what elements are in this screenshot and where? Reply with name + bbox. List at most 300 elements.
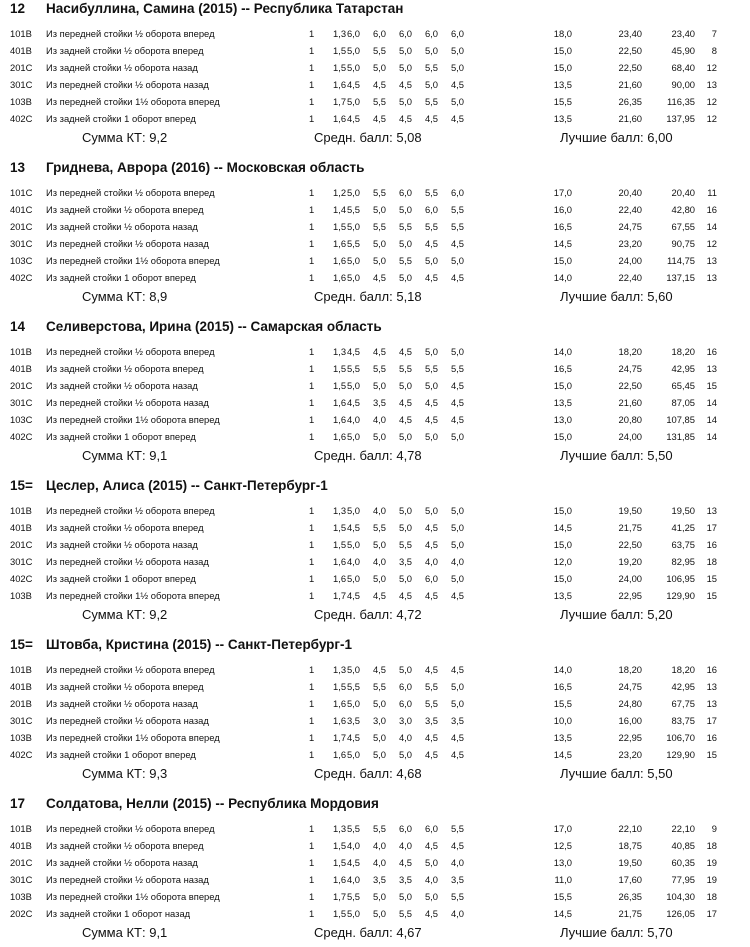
raw-sum: 14,0 [553,272,572,283]
kt-sum [82,925,167,940]
dive-description: Из передней стойки ½ оборота назад [46,79,209,90]
running-total: 23,40 [671,28,695,39]
dive-code: 301C [10,556,33,567]
dive-position: 1 [309,45,315,56]
judge-score: 5,5 [346,681,360,692]
judge-score: 5,0 [346,380,360,391]
dive-code: 202C [10,908,33,919]
judge-score: 5,0 [346,272,360,283]
dive-position: 1 [309,573,315,584]
athlete-name-region: Солдатова, Нелли (2015) -- Республика Мордовия [46,796,379,811]
kt-sum [82,766,167,781]
dive-score: 18,20 [618,346,642,357]
judge-score: 5,0 [372,749,386,760]
judge-score: 6,0 [398,28,412,39]
best-score-value: 5,50 [647,448,673,463]
judge-score: 5,0 [372,204,386,215]
judge-score: 6,0 [424,204,438,215]
dives-table [0,183,750,285]
running-total: 40,85 [671,840,695,851]
judge-score: 4,5 [372,113,386,124]
raw-sum: 14,5 [553,908,572,919]
running-total: 114,75 [667,255,695,266]
raw-sum: 13,5 [553,397,572,408]
running-total: 68,40 [671,62,695,73]
dive-position: 1 [309,715,315,726]
dive-row [0,819,750,836]
judge-score: 3,5 [424,715,438,726]
running-total: 137,95 [666,113,695,124]
athlete-block [0,318,750,468]
judge-score: 5,0 [450,539,464,550]
dive-description: Из задней стойки 1 оборот вперед [46,573,196,584]
kt-sum-value: 9,1 [149,925,168,940]
running-place: 12 [706,238,717,249]
judge-score: 3,5 [450,715,464,726]
judge-score: 6,0 [398,187,412,198]
dive-score: 22,95 [618,590,642,601]
dive-code: 401B [10,45,32,56]
running-place: 13 [706,698,717,709]
dive-position: 1 [309,431,315,442]
dive-difficulty: 1,3 [333,505,347,516]
athlete-place: 17 [10,796,26,811]
judge-score: 4,5 [450,590,464,601]
dive-score: 24,00 [618,431,642,442]
judge-score: 4,0 [424,556,438,567]
dive-position: 1 [309,79,315,90]
judge-score: 4,5 [450,414,464,425]
dive-difficulty: 1,7 [333,732,347,743]
dive-position: 1 [309,96,315,107]
average-score-value: 4,72 [396,607,422,622]
judge-score: 6,0 [424,573,438,584]
average-score [314,925,422,940]
dive-row [0,200,750,217]
judge-score: 4,5 [372,79,386,90]
dive-score: 22,50 [618,45,642,56]
dive-row [0,535,750,552]
raw-sum: 15,0 [553,539,572,550]
judge-score: 5,5 [398,363,412,374]
athlete-name-region: Селиверстова, Ирина (2015) -- Самарская область [46,319,382,334]
raw-sum: 14,0 [553,346,572,357]
dive-score: 22,40 [618,272,642,283]
dive-code: 402C [10,573,33,584]
running-total: 41,25 [671,522,695,533]
dive-code: 402C [10,431,33,442]
dive-description: Из передней стойки ½ оборота вперед [46,28,215,39]
best-score-value: 5,60 [647,289,673,304]
dive-row [0,183,750,200]
judge-score: 4,5 [450,113,464,124]
dive-position: 1 [309,28,315,39]
athlete-block [0,795,750,945]
judge-score: 6,0 [450,187,464,198]
judge-score: 4,5 [424,113,438,124]
judge-score: 5,5 [450,204,464,215]
dive-position: 1 [309,840,315,851]
judge-score: 4,5 [398,414,412,425]
dive-row [0,518,750,535]
dive-row [0,393,750,410]
best-score [560,289,673,304]
judge-score: 5,5 [346,823,360,834]
raw-sum: 13,5 [553,732,572,743]
running-total: 83,75 [671,715,695,726]
dive-difficulty: 1,6 [333,414,347,425]
dive-difficulty: 1,5 [333,45,347,56]
judge-score: 4,5 [346,397,360,408]
judge-score: 4,5 [346,79,360,90]
judge-score: 5,0 [346,62,360,73]
judge-score: 4,5 [346,522,360,533]
dive-difficulty: 1,6 [333,272,347,283]
judge-score: 5,5 [424,363,438,374]
dive-row [0,887,750,904]
dive-difficulty: 1,6 [333,255,347,266]
judge-score: 5,0 [450,681,464,692]
dive-description: Из передней стойки ½ оборота вперед [46,505,215,516]
judge-score: 4,0 [372,505,386,516]
dive-position: 1 [309,590,315,601]
dive-difficulty: 1,6 [333,715,347,726]
dive-difficulty: 1,7 [333,590,347,601]
running-total: 42,95 [671,681,695,692]
judge-score: 4,5 [372,590,386,601]
dive-code: 401B [10,681,32,692]
judge-score: 6,0 [450,28,464,39]
best-score [560,607,673,622]
best-score-label: Лучшие балл: [560,289,644,304]
judge-score: 5,5 [372,96,386,107]
dive-description: Из задней стойки ½ оборота вперед [46,204,204,215]
judge-score: 5,0 [346,187,360,198]
dive-score: 19,50 [618,505,642,516]
dive-position: 1 [309,272,315,283]
dive-row [0,569,750,586]
dive-row [0,728,750,745]
kt-sum-label: Сумма КТ: [82,130,146,145]
judge-score: 5,5 [424,62,438,73]
dive-score: 24,00 [618,573,642,584]
running-place: 15 [706,590,717,601]
judge-score: 5,0 [450,346,464,357]
judge-score: 5,0 [346,698,360,709]
dive-difficulty: 1,5 [333,840,347,851]
athlete-summary [0,607,750,625]
running-total: 82,95 [671,556,695,567]
judge-score: 4,5 [346,590,360,601]
dive-code: 103B [10,891,32,902]
judge-score: 4,0 [398,732,412,743]
dive-score: 24,75 [618,221,642,232]
athlete-summary [0,766,750,784]
judge-score: 6,0 [398,823,412,834]
dive-code: 103C [10,414,33,425]
running-place: 19 [706,874,717,885]
best-score [560,448,673,463]
dive-position: 1 [309,187,315,198]
judge-score: 5,0 [346,749,360,760]
running-total: 131,85 [666,431,695,442]
running-place: 14 [706,221,717,232]
dive-description: Из передней стойки ½ оборота назад [46,238,209,249]
athlete-place: 12 [10,1,26,16]
average-score-label: Средн. балл: [314,448,393,463]
dive-row [0,217,750,234]
judge-score: 5,0 [450,522,464,533]
kt-sum-label: Сумма КТ: [82,289,146,304]
judge-score: 5,0 [450,255,464,266]
judge-score: 5,0 [398,431,412,442]
dive-score: 23,20 [618,238,642,249]
judge-score: 6,0 [424,823,438,834]
judge-score: 5,0 [372,238,386,249]
dive-description: Из передней стойки ½ оборота вперед [46,823,215,834]
raw-sum: 12,5 [553,840,572,851]
judge-score: 5,5 [372,522,386,533]
dive-description: Из задней стойки ½ оборота назад [46,62,198,73]
dive-description: Из задней стойки 1 оборот назад [46,908,191,919]
running-total: 42,95 [671,363,695,374]
dive-difficulty: 1,6 [333,238,347,249]
dive-score: 19,50 [618,857,642,868]
dive-difficulty: 1,7 [333,891,347,902]
dive-difficulty: 1,6 [333,79,347,90]
average-score-value: 4,67 [396,925,422,940]
judge-score: 5,0 [424,79,438,90]
dive-score: 22,10 [618,823,642,834]
dive-difficulty: 1,3 [333,346,347,357]
dive-description: Из передней стойки 1½ оборота вперед [46,891,220,902]
dive-difficulty: 1,6 [333,749,347,760]
dive-score: 26,35 [618,891,642,902]
dive-difficulty: 1,6 [333,397,347,408]
judge-score: 5,0 [346,96,360,107]
dive-code: 402C [10,272,33,283]
judge-score: 5,5 [424,221,438,232]
running-total: 116,35 [667,96,695,107]
judge-score: 5,0 [424,857,438,868]
raw-sum: 15,5 [553,891,572,902]
dive-code: 301C [10,79,33,90]
dive-score: 23,40 [618,28,642,39]
dive-position: 1 [309,221,315,232]
dive-code: 301C [10,874,33,885]
raw-sum: 12,0 [553,556,572,567]
running-total: 67,75 [671,698,695,709]
dive-difficulty: 1,6 [333,698,347,709]
dive-score: 20,80 [618,414,642,425]
raw-sum: 13,5 [553,79,572,90]
athlete-block [0,0,750,150]
dive-description: Из передней стойки ½ оборота назад [46,397,209,408]
dive-difficulty: 1,6 [333,874,347,885]
dive-row [0,410,750,427]
judge-score: 4,5 [450,664,464,675]
dives-table [0,501,750,603]
average-score-label: Средн. балл: [314,925,393,940]
judge-score: 5,0 [398,749,412,760]
dive-description: Из передней стойки 1½ оборота вперед [46,590,220,601]
judge-score: 5,0 [450,505,464,516]
judge-score: 4,0 [450,857,464,868]
judge-score: 5,0 [346,221,360,232]
judge-score: 5,5 [450,823,464,834]
judge-score: 5,0 [398,573,412,584]
dive-score: 22,95 [618,732,642,743]
dive-row [0,251,750,268]
dive-difficulty: 1,5 [333,62,347,73]
average-score-label: Средн. балл: [314,289,393,304]
dive-difficulty: 1,3 [333,823,347,834]
running-place: 14 [706,431,717,442]
dive-description: Из задней стойки 1 оборот вперед [46,431,196,442]
dive-description: Из задней стойки ½ оборота вперед [46,522,204,533]
dive-score: 22,50 [618,380,642,391]
judge-score: 5,0 [424,380,438,391]
judge-score: 4,5 [450,380,464,391]
judge-score: 4,5 [424,397,438,408]
raw-sum: 15,0 [553,45,572,56]
judge-score: 4,0 [372,414,386,425]
judge-score: 4,0 [346,414,360,425]
judge-score: 5,5 [346,363,360,374]
kt-sum-value: 9,1 [149,448,168,463]
running-place: 13 [706,681,717,692]
judge-score: 4,0 [346,840,360,851]
judge-score: 5,0 [372,891,386,902]
judge-score: 4,5 [450,732,464,743]
raw-sum: 13,5 [553,113,572,124]
athlete-summary [0,289,750,307]
judge-score: 5,0 [398,891,412,902]
judge-score: 4,5 [398,857,412,868]
athlete-name-region: Гриднева, Аврора (2016) -- Московская область [46,160,365,175]
judge-score: 4,5 [450,749,464,760]
dive-position: 1 [309,539,315,550]
judge-score: 4,5 [450,840,464,851]
dive-position: 1 [309,255,315,266]
dive-position: 1 [309,891,315,902]
dive-difficulty: 1,5 [333,380,347,391]
dive-row [0,870,750,887]
judge-score: 4,0 [346,874,360,885]
dive-row [0,745,750,762]
judge-score: 4,5 [424,908,438,919]
dive-score: 21,60 [618,79,642,90]
judge-score: 4,5 [372,346,386,357]
dive-position: 1 [309,732,315,743]
athlete-name-region: Цеслер, Алиса (2015) -- Санкт-Петербург-1 [46,478,328,493]
dive-position: 1 [309,823,315,834]
raw-sum: 15,0 [553,573,572,584]
judge-score: 5,0 [372,539,386,550]
judge-score: 5,0 [372,698,386,709]
judge-score: 5,0 [372,255,386,266]
raw-sum: 16,5 [553,363,572,374]
dive-position: 1 [309,698,315,709]
dives-table [0,660,750,762]
kt-sum [82,607,167,622]
running-total: 90,75 [671,238,695,249]
dive-position: 1 [309,414,315,425]
athlete-place: 15= [10,478,33,493]
running-place: 16 [706,346,717,357]
dive-row [0,342,750,359]
dive-score: 16,00 [618,715,642,726]
dive-code: 201C [10,539,33,550]
judge-score: 5,5 [398,539,412,550]
dive-difficulty: 1,5 [333,363,347,374]
judge-score: 5,0 [398,62,412,73]
dive-description: Из задней стойки ½ оборота вперед [46,363,204,374]
judge-score: 5,0 [398,522,412,533]
kt-sum-label: Сумма КТ: [82,607,146,622]
dive-code: 401B [10,522,32,533]
judge-score: 6,0 [424,28,438,39]
kt-sum-label: Сумма КТ: [82,448,146,463]
dive-description: Из передней стойки ½ оборота назад [46,715,209,726]
running-total: 104,30 [666,891,695,902]
judge-score: 4,5 [346,732,360,743]
dive-score: 22,50 [618,539,642,550]
judge-score: 3,5 [398,556,412,567]
dive-position: 1 [309,62,315,73]
judge-score: 5,5 [450,363,464,374]
judge-score: 5,0 [398,204,412,215]
judge-score: 5,5 [372,681,386,692]
average-score [314,607,422,622]
dive-difficulty: 1,5 [333,681,347,692]
dive-description: Из задней стойки ½ оборота вперед [46,681,204,692]
dive-position: 1 [309,556,315,567]
running-place: 8 [711,45,717,56]
dive-description: Из задней стойки 1 оборот вперед [46,749,196,760]
judge-score: 5,0 [424,431,438,442]
judge-score: 5,0 [450,698,464,709]
judge-score: 5,5 [450,221,464,232]
dive-difficulty: 1,6 [333,113,347,124]
kt-sum-value: 9,3 [149,766,168,781]
running-place: 7 [711,28,717,39]
dives-table [0,342,750,444]
dive-row [0,836,750,853]
best-score-label: Лучшие балл: [560,448,644,463]
judge-score: 5,5 [398,908,412,919]
running-total: 129,90 [666,749,695,760]
dive-position: 1 [309,204,315,215]
running-total: 87,05 [671,397,695,408]
dive-description: Из задней стойки ½ оборота назад [46,857,198,868]
dive-position: 1 [309,363,315,374]
running-total: 67,55 [671,221,695,232]
dive-position: 1 [309,380,315,391]
dive-score: 17,60 [618,874,642,885]
raw-sum: 13,5 [553,590,572,601]
judge-score: 6,0 [372,28,386,39]
athlete-place: 13 [10,160,26,175]
dive-row [0,552,750,569]
judge-score: 5,0 [450,62,464,73]
running-place: 16 [706,664,717,675]
dive-row [0,677,750,694]
dive-description: Из задней стойки 1 оборот вперед [46,272,196,283]
running-total: 129,90 [666,590,695,601]
running-place: 9 [711,823,717,834]
dive-code: 401B [10,840,32,851]
